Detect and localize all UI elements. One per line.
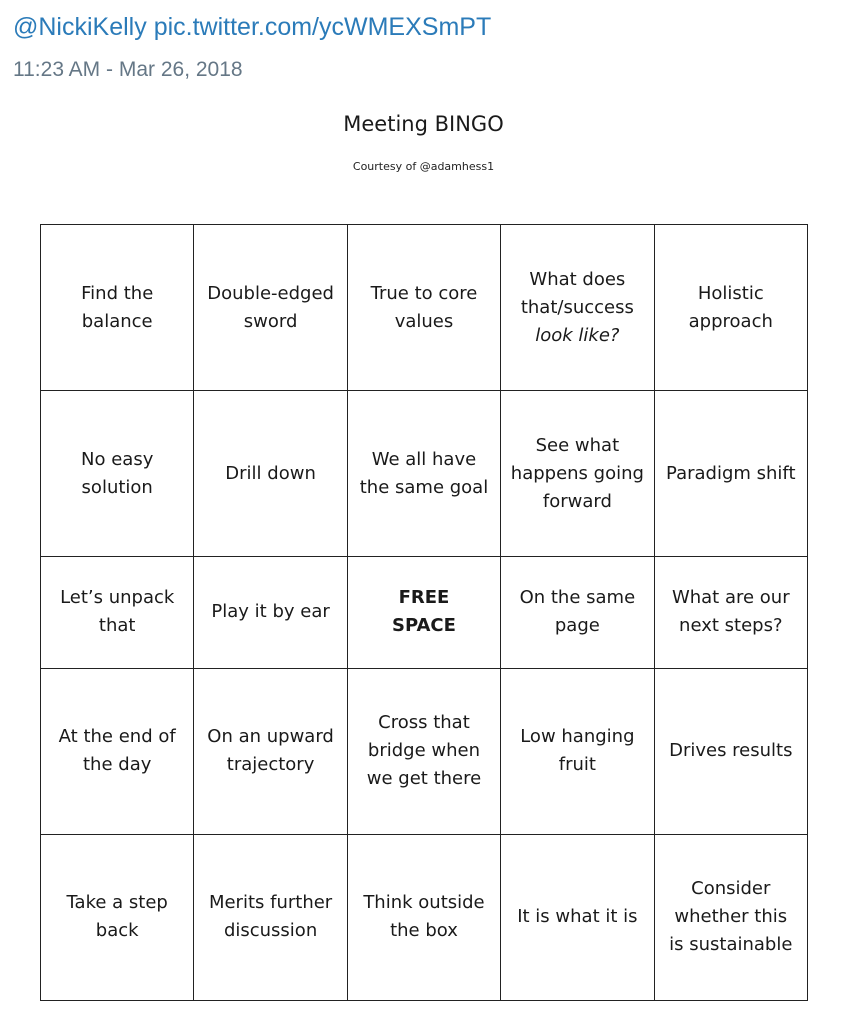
bingo-cell [501, 557, 654, 668]
cell-line: that/success [520, 296, 634, 318]
cell-line: Take a step [66, 892, 168, 914]
cell-line: No easy [81, 448, 154, 470]
cell-line: Double-edged [207, 282, 334, 304]
cell-line: Think outside [363, 892, 485, 914]
tweet-link-line [13, 11, 491, 43]
cell-line: look like? [535, 324, 620, 346]
cell-line: On the same [519, 587, 636, 609]
bingo-cell [194, 225, 347, 391]
cell-line: balance [81, 310, 153, 332]
cell-line: Play it by ear [211, 601, 330, 623]
bingo-cell [347, 391, 500, 557]
bingo-grid [40, 224, 808, 1001]
bingo-cell [654, 391, 807, 557]
cell-line: True to core [370, 282, 478, 304]
free-space-cell [347, 557, 500, 668]
bingo-cell [41, 225, 194, 391]
bingo-cell [194, 557, 347, 668]
bingo-title: Meeting BINGO [343, 112, 504, 136]
cell-line: SPACE [392, 615, 456, 637]
bingo-row [41, 225, 808, 391]
cell-line: What are our [671, 587, 790, 609]
bingo-cell [194, 834, 347, 1000]
tweet-timestamp[interactable]: 11:23 AM - Mar 26, 2018 [13, 58, 243, 81]
cell-line: discussion [223, 920, 318, 942]
cell-line: is sustainable [669, 934, 793, 956]
bingo-cell [501, 668, 654, 834]
cell-line: bridge when [367, 740, 481, 762]
pic-link[interactable]: pic.twitter.com/ycWMEXSmPT [153, 13, 492, 41]
cell-line: forward [542, 490, 612, 512]
cell-line: Consider [691, 878, 771, 900]
cell-line: we get there [366, 768, 482, 790]
cell-line: At the end of [58, 726, 176, 748]
cell-line: page [554, 615, 600, 637]
cell-line: back [95, 920, 139, 942]
cell-line: values [394, 310, 454, 332]
bingo-cell [41, 557, 194, 668]
cell-line: that [98, 615, 136, 637]
bingo-cell [501, 391, 654, 557]
cell-line: Let’s unpack [60, 587, 175, 609]
bingo-cell [194, 668, 347, 834]
cell-line: trajectory [226, 754, 315, 776]
cell-line: What does [529, 268, 626, 290]
bingo-row [41, 391, 808, 557]
cell-line: fruit [558, 754, 596, 776]
bingo-cell [347, 668, 500, 834]
bingo-cell [654, 834, 807, 1000]
cell-line: next steps? [679, 615, 783, 637]
cell-line: Cross that [378, 712, 470, 734]
cell-line: Holistic [697, 282, 764, 304]
bingo-subtitle: Courtesy of @adamhess1 [352, 160, 495, 173]
cell-line: It is what it is [517, 906, 638, 928]
bingo-cell [347, 834, 500, 1000]
cell-line: happens going [510, 462, 644, 484]
bingo-cell [41, 834, 194, 1000]
cell-line: approach [688, 310, 773, 332]
bingo-row [41, 834, 808, 1000]
mention-link[interactable]: @NickiKelly [13, 13, 147, 41]
bingo-cell [41, 668, 194, 834]
bingo-row [41, 557, 808, 668]
bingo-cell [654, 225, 807, 391]
bingo-cell [41, 391, 194, 557]
cell-line: Drill down [225, 462, 316, 484]
cell-line: We all have [371, 448, 477, 470]
bingo-cell [654, 668, 807, 834]
cell-line: the same goal [359, 476, 489, 498]
bingo-cell [194, 391, 347, 557]
cell-line: Drives results [669, 740, 793, 762]
cell-line: sword [243, 310, 298, 332]
cell-line: On an upward [207, 726, 334, 748]
bingo-cell [501, 834, 654, 1000]
cell-line: whether this [674, 906, 788, 928]
bingo-row [41, 668, 808, 834]
cell-line: See what [535, 434, 620, 456]
bingo-card-image[interactable] [0, 100, 847, 1018]
bingo-cell [347, 225, 500, 391]
cell-line: Find the [81, 282, 154, 304]
bingo-cell [501, 225, 654, 391]
cell-line: Low hanging [520, 726, 635, 748]
cell-line: FREE [398, 587, 450, 609]
bingo-cell [654, 557, 807, 668]
cell-line: the box [390, 920, 458, 942]
cell-line: the day [83, 754, 152, 776]
cell-line: Paradigm shift [666, 462, 796, 484]
cell-line: solution [81, 476, 153, 498]
cell-line: Merits further [208, 892, 333, 914]
